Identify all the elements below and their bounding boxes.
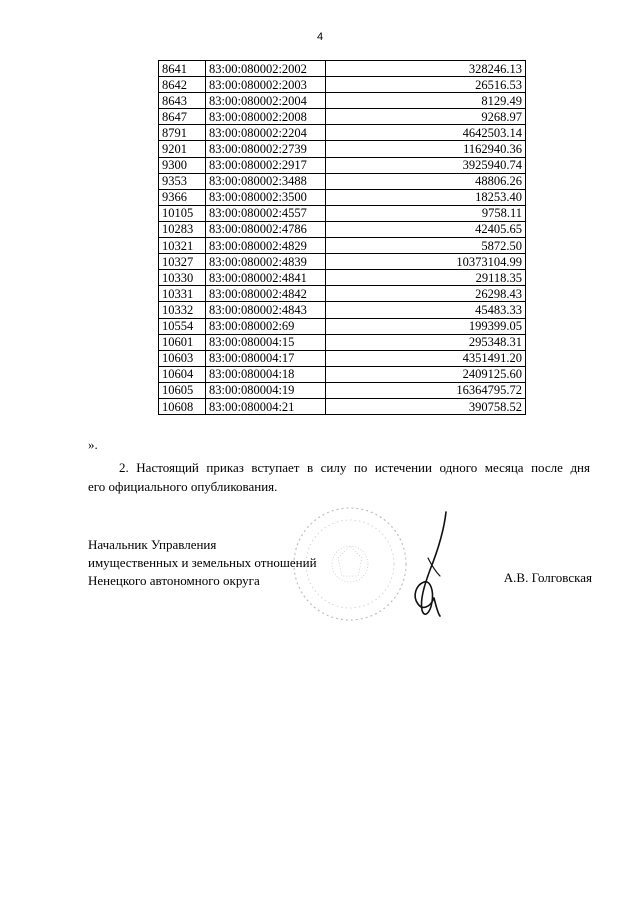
row-number-cell: 10283 xyxy=(159,221,206,237)
cadastral-value-cell: 4642503.14 xyxy=(326,125,526,141)
row-number-cell: 10604 xyxy=(159,366,206,382)
cadastral-value-cell: 199399.05 xyxy=(326,318,526,334)
table-body xyxy=(159,61,526,415)
row-number-cell: 9366 xyxy=(159,189,206,205)
cadastral-value-cell: 295348.31 xyxy=(326,334,526,350)
cadastral-value-cell: 45483.33 xyxy=(326,302,526,318)
cadastral-number-cell: 83:00:080004:17 xyxy=(206,350,326,366)
cadastral-value-cell: 1162940.36 xyxy=(326,141,526,157)
cadastral-number-cell: 83:00:080002:2204 xyxy=(206,125,326,141)
table-row xyxy=(159,254,526,270)
position-line-2: имущественных и земельных отношений xyxy=(88,555,317,570)
table-row xyxy=(159,157,526,173)
cadastral-number-cell: 83:00:080004:19 xyxy=(206,382,326,398)
row-number-cell: 9353 xyxy=(159,173,206,189)
row-number-cell: 8647 xyxy=(159,109,206,125)
cadastral-value-cell: 42405.65 xyxy=(326,221,526,237)
cadastral-number-cell: 83:00:080002:2008 xyxy=(206,109,326,125)
cadastral-value-cell: 18253.40 xyxy=(326,189,526,205)
row-number-cell: 10554 xyxy=(159,318,206,334)
page-number: 4 xyxy=(316,31,324,43)
row-number-cell: 10601 xyxy=(159,334,206,350)
row-number-cell: 8643 xyxy=(159,93,206,109)
row-number-cell: 8641 xyxy=(159,61,206,77)
table-row xyxy=(159,125,526,141)
table-row xyxy=(159,141,526,157)
handwritten-signature xyxy=(400,510,460,620)
position-line-1: Начальник Управления xyxy=(88,537,217,552)
row-number-cell: 10603 xyxy=(159,350,206,366)
cadastral-number-cell: 83:00:080002:2004 xyxy=(206,93,326,109)
row-number-cell: 10330 xyxy=(159,270,206,286)
cadastral-value-cell: 4351491.20 xyxy=(326,350,526,366)
table-row xyxy=(159,318,526,334)
table-row xyxy=(159,350,526,366)
cadastral-value-cell: 3925940.74 xyxy=(326,157,526,173)
table-row xyxy=(159,173,526,189)
cadastral-number-cell: 83:00:080002:69 xyxy=(206,318,326,334)
cadastral-number-cell: 83:00:080004:21 xyxy=(206,398,326,414)
row-number-cell: 10321 xyxy=(159,238,206,254)
cadastral-number-cell: 83:00:080002:4839 xyxy=(206,254,326,270)
row-number-cell: 10332 xyxy=(159,302,206,318)
row-number-cell: 10331 xyxy=(159,286,206,302)
cadastral-value-cell: 48806.26 xyxy=(326,173,526,189)
row-number-cell: 10105 xyxy=(159,205,206,221)
table-row xyxy=(159,221,526,237)
cadastral-number-cell: 83:00:080002:3500 xyxy=(206,189,326,205)
cadastral-number-cell: 83:00:080002:4786 xyxy=(206,221,326,237)
cadastral-number-cell: 83:00:080002:2739 xyxy=(206,141,326,157)
cadastral-value-cell: 9758.11 xyxy=(326,205,526,221)
table-row xyxy=(159,302,526,318)
position-line-3: Ненецкого автономного округа xyxy=(88,573,260,588)
cadastral-value-cell: 5872.50 xyxy=(326,238,526,254)
table-row xyxy=(159,205,526,221)
table-row xyxy=(159,77,526,93)
cadastral-value-cell: 2409125.60 xyxy=(326,366,526,382)
table-row xyxy=(159,334,526,350)
cadastral-number-cell: 83:00:080004:18 xyxy=(206,366,326,382)
cadastral-number-cell: 83:00:080002:4843 xyxy=(206,302,326,318)
cadastral-number-cell: 83:00:080002:3488 xyxy=(206,173,326,189)
cadastral-value-cell: 328246.13 xyxy=(326,61,526,77)
table-row xyxy=(159,286,526,302)
table-row xyxy=(159,270,526,286)
row-number-cell: 9300 xyxy=(159,157,206,173)
cadastral-number-cell: 83:00:080002:4841 xyxy=(206,270,326,286)
signatory-position xyxy=(88,536,317,590)
cadastral-value-cell: 390758.52 xyxy=(326,398,526,414)
cadastral-number-cell: 83:00:080002:4557 xyxy=(206,205,326,221)
cadastral-number-cell: 83:00:080002:2003 xyxy=(206,77,326,93)
cadastral-number-cell: 83:00:080002:2002 xyxy=(206,61,326,77)
cadastral-value-cell: 26298.43 xyxy=(326,286,526,302)
table-row xyxy=(159,61,526,77)
row-number-cell: 8642 xyxy=(159,77,206,93)
paragraph-line-2: его официального опубликования. xyxy=(88,479,278,494)
table-row xyxy=(159,93,526,109)
cadastral-number-cell: 83:00:080002:4829 xyxy=(206,238,326,254)
row-number-cell: 8791 xyxy=(159,125,206,141)
row-number-cell: 10605 xyxy=(159,382,206,398)
row-number-cell: 9201 xyxy=(159,141,206,157)
signatory-name: А.В. Голговская xyxy=(503,570,592,585)
cadastral-number-cell: 83:00:080002:4842 xyxy=(206,286,326,302)
cadastral-value-table xyxy=(158,60,526,415)
table-row xyxy=(159,382,526,398)
cadastral-value-cell: 29118.35 xyxy=(326,270,526,286)
table-row xyxy=(159,398,526,414)
cadastral-value-cell: 26516.53 xyxy=(326,77,526,93)
row-number-cell: 10608 xyxy=(159,398,206,414)
table-row xyxy=(159,109,526,125)
table-row xyxy=(159,366,526,382)
cadastral-value-cell: 10373104.99 xyxy=(326,254,526,270)
closing-quote: ». xyxy=(88,437,98,452)
paragraph-line-1: 2. Настоящий приказ вступает в силу по истечении одного месяца после дня xyxy=(119,460,590,475)
order-paragraph xyxy=(88,458,590,496)
cadastral-value-cell: 9268.97 xyxy=(326,109,526,125)
table-row xyxy=(159,238,526,254)
cadastral-number-cell: 83:00:080004:15 xyxy=(206,334,326,350)
cadastral-value-cell: 8129.49 xyxy=(326,93,526,109)
table-row xyxy=(159,189,526,205)
cadastral-value-cell: 16364795.72 xyxy=(326,382,526,398)
row-number-cell: 10327 xyxy=(159,254,206,270)
cadastral-number-cell: 83:00:080002:2917 xyxy=(206,157,326,173)
